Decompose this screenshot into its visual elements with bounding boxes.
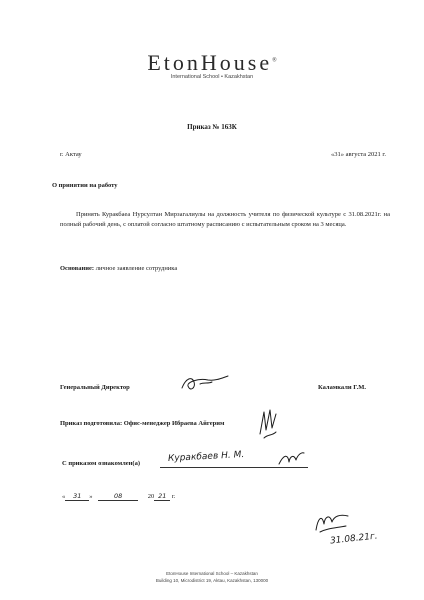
order-subject: О принятии на работу — [52, 182, 118, 189]
acquainted-label: С приказом ознакомлен(а) — [62, 460, 140, 467]
sign-date-close-quote: » — [89, 493, 93, 500]
prepared-by — [60, 420, 224, 427]
registered-mark: ® — [272, 57, 277, 64]
logo-subtitle: International School • Kazakhstan — [170, 74, 254, 80]
preparer-signature — [254, 404, 284, 444]
sign-date-day: 31 — [65, 492, 89, 501]
sign-date-year-suffix: 21 — [154, 492, 170, 501]
basis-text: личное заявление сотрудника — [95, 265, 178, 272]
corner-signature-date: 31.08.21г. — [329, 531, 379, 547]
footer-school: EtonHouse International School – Kazakhstan — [166, 571, 258, 576]
prepared-text: Офис-менеджер Ибраева Айгерим — [123, 420, 225, 427]
order-body: Принять Куракбаеа Нурсултан Мирзагалиулы на должность учителя по физической культуре с 31.08.2021г. на полный рабочий день, с оплатой согласно штатному расписанию с испытательным сроком на 3 месяца. — [60, 211, 390, 228]
sign-date — [62, 492, 175, 501]
sign-date-open-quote: « — [62, 493, 66, 500]
corner-signature — [312, 510, 352, 536]
order-date: «31» августа 2021 г. — [331, 151, 386, 158]
sign-date-suffix: г. — [171, 493, 176, 500]
order-city: г. Актау — [60, 151, 82, 158]
logo-text: EtonHouse — [147, 50, 273, 75]
order-basis — [60, 265, 177, 272]
footer-address: Building 10, Microdistrict 19, Aktau, Kazakhstan, 130000 — [155, 578, 269, 583]
school-logo — [0, 50, 424, 76]
basis-label: Основание: — [60, 265, 95, 272]
prepared-label: Приказ подготовила: — [60, 420, 123, 427]
director-name: Каламкали Г.М. — [318, 384, 367, 391]
sign-date-year-prefix: 20 — [147, 493, 155, 500]
order-number: Приказ № 163К — [187, 123, 237, 131]
employee-signature — [276, 450, 306, 468]
director-signature — [178, 372, 233, 394]
acquainted-handwritten-name: Куракбаев Н. М. — [167, 450, 245, 464]
sign-date-month: 08 — [98, 492, 138, 501]
director-title: Генеральный Директор — [60, 384, 130, 391]
